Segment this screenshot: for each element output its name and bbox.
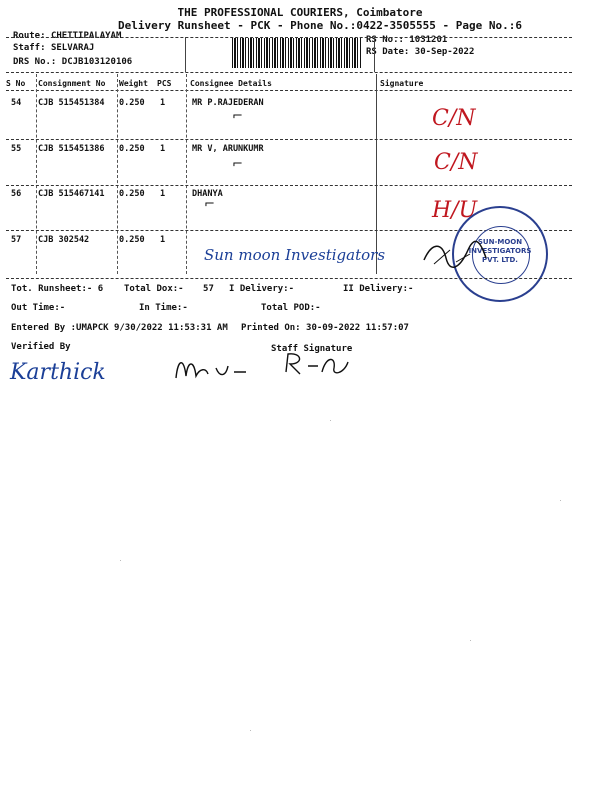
divider bbox=[6, 37, 572, 38]
col-header-sno: S No bbox=[6, 79, 26, 88]
second-signature bbox=[172, 354, 252, 384]
cell-sno: 56 bbox=[11, 189, 22, 199]
staff-signature bbox=[282, 350, 352, 378]
divider bbox=[6, 72, 572, 73]
cell-weight: 0.250 bbox=[119, 98, 145, 108]
total-pod-label: Total POD:- bbox=[261, 303, 321, 313]
cell-pcs: 1 bbox=[160, 235, 166, 245]
tick-mark: ⌐ bbox=[232, 109, 243, 124]
verified-by-label: Verified By bbox=[11, 342, 71, 352]
divider bbox=[185, 37, 186, 72]
cell-weight: 0.250 bbox=[119, 189, 145, 199]
i-delivery-label: I Delivery:- bbox=[229, 284, 295, 294]
table-row bbox=[0, 189, 600, 203]
scan-speck bbox=[330, 420, 331, 421]
rs-date-value: 30-Sep-2022 bbox=[414, 47, 475, 57]
col-header-consignee: Consignee Details bbox=[190, 79, 272, 88]
cell-consignee: MR V, ARUNKUMR bbox=[192, 144, 264, 154]
cell-pcs: 1 bbox=[160, 144, 166, 154]
printed-on: Printed On: 30-09-2022 11:57:07 bbox=[241, 323, 409, 333]
scan-speck bbox=[250, 730, 251, 731]
company-title: THE PROFESSIONAL COURIERS, Coimbatore bbox=[177, 6, 423, 19]
stamp-signature bbox=[420, 238, 490, 270]
tick-mark: ⌐ bbox=[232, 157, 243, 172]
cell-consignee: DHANYA bbox=[192, 189, 223, 199]
signature-mark: C/N bbox=[432, 106, 476, 131]
staff-signature-label: Staff Signature bbox=[271, 344, 353, 354]
total-dox-label: Total Dox:- bbox=[124, 284, 184, 294]
route-label: Route: bbox=[13, 31, 46, 41]
tick-mark: ⌐ bbox=[204, 197, 215, 212]
cell-weight: 0.250 bbox=[119, 144, 145, 154]
scan-speck bbox=[560, 500, 561, 501]
signature-mark: H/U bbox=[432, 198, 478, 223]
scan-speck bbox=[120, 560, 121, 561]
staff-field bbox=[13, 43, 94, 53]
staff-value: SELVARAJ bbox=[50, 43, 95, 53]
divider bbox=[6, 278, 572, 279]
table-row bbox=[0, 144, 600, 158]
col-header-weight: Weight bbox=[119, 79, 148, 88]
rs-no-label: RS No.: bbox=[366, 35, 404, 45]
ii-delivery-label: II Delivery:- bbox=[343, 284, 414, 294]
total-dox bbox=[124, 284, 214, 294]
col-header-signature: Signature bbox=[380, 79, 424, 88]
cell-sno: 57 bbox=[11, 235, 22, 245]
table-row bbox=[0, 98, 600, 112]
runsheet-subtitle: Delivery Runsheet - PCK - Phone No.:0422-3505555 - Page No.:6 bbox=[118, 19, 522, 32]
divider bbox=[374, 37, 375, 72]
cell-consignee: MR P.RAJEDERAN bbox=[192, 98, 264, 108]
col-header-consignment: Consignment No bbox=[38, 79, 106, 88]
route-value: CHETTIPALAYAM bbox=[50, 31, 122, 41]
staff-label: Staff: bbox=[13, 43, 46, 53]
cell-consignment: CJB 515451384 bbox=[38, 98, 105, 108]
rs-date-label: RS Date: bbox=[366, 47, 410, 57]
cell-pcs: 1 bbox=[160, 189, 166, 199]
drs-label: DRS No.: bbox=[13, 57, 57, 67]
divider bbox=[6, 185, 572, 186]
route-field bbox=[13, 31, 121, 41]
rs-date-field bbox=[366, 47, 474, 57]
cell-sno: 54 bbox=[11, 98, 22, 108]
out-time-label: Out Time:- bbox=[11, 303, 66, 313]
divider bbox=[6, 90, 572, 91]
rs-no-value: 1031201 bbox=[409, 35, 448, 45]
total-runsheet-value: 6 bbox=[97, 284, 104, 294]
handwritten-consignee: Sun moon Investigators bbox=[204, 246, 386, 264]
entered-by: Entered By :UMAPCK 9/30/2022 11:53:31 AM bbox=[11, 323, 228, 333]
signature-mark: C/N bbox=[434, 150, 478, 175]
col-header-pcs: PCS bbox=[157, 79, 172, 88]
divider bbox=[6, 139, 572, 140]
verifier-signature: Karthick bbox=[10, 360, 106, 385]
stamp-text: SUN-MOON INVESTIGATORS PVT. LTD. bbox=[468, 238, 532, 264]
barcode bbox=[232, 38, 362, 68]
drs-value: DCJB103120106 bbox=[61, 57, 133, 67]
scan-speck bbox=[470, 640, 471, 641]
cell-sno: 55 bbox=[11, 144, 22, 154]
total-dox-value: 57 bbox=[203, 284, 214, 294]
cell-consignment: CJB 515451386 bbox=[38, 144, 105, 154]
cell-pcs: 1 bbox=[160, 98, 166, 108]
cell-weight: 0.250 bbox=[119, 235, 145, 245]
total-runsheet-label: Tot. Runsheet:- bbox=[11, 284, 93, 294]
total-runsheet bbox=[11, 284, 103, 294]
in-time-label: In Time:- bbox=[139, 303, 188, 313]
cell-consignment: CJB 515467141 bbox=[38, 189, 105, 199]
cell-consignment: CJB 302542 bbox=[38, 235, 90, 245]
drs-field bbox=[13, 57, 132, 67]
